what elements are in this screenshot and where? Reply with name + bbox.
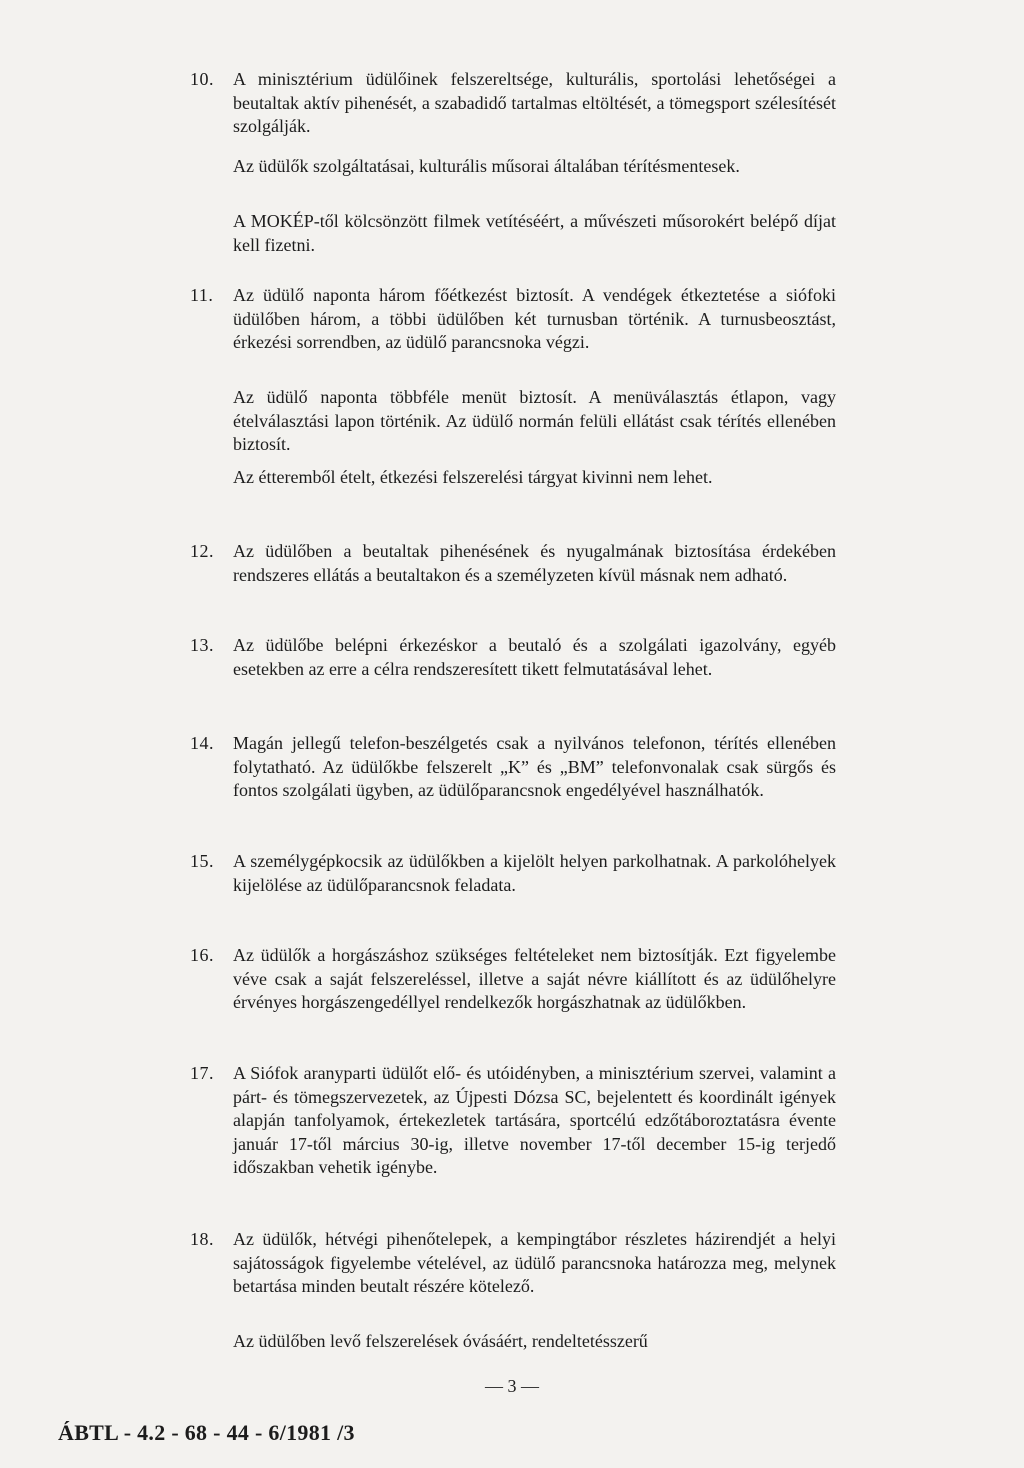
paragraph: A minisztérium üdülőinek felszereltsége, kulturális, sportolási lehetőségei a beutaltak aktív pihenését, a szabadidő tartalmas eltöltését, a tömegsport szélesítését szolgálják.	[233, 69, 836, 136]
paragraph: A MOKÉP-től kölcsönzött filmek vetítéséért, a művészeti műsorokért belépő díjat kell fizetni.	[233, 211, 836, 255]
section-number: 14.	[190, 733, 214, 753]
paragraph: A Siófok aranyparti üdülőt elő- és utóidényben, a minisztérium szervei, valamint a párt- és tömegszervezetek, az Újpesti Dózsa SC, bejelentett és koordinált igények alapján tanfolyamok, értekezletek tartására, sportcélú edzőtáboroztatásra évente január 17-től március 30-ig, illetve november 17-től december 15-ig terjedő időszakban vehetik igénybe.	[233, 1063, 836, 1177]
paragraph: A személygépkocsik az üdülőkben a kijelölt helyen parkolhatnak. A parkolóhelyek kijelölése az üdülőparancsnok feladata.	[233, 851, 836, 895]
section-number: 18.	[190, 1229, 214, 1249]
paragraph: Az üdülők a horgászáshoz szükséges feltételeket nem biztosítják. Ezt figyelembe véve csak a saját felszereléssel, illetve a saját névre kiállított és az üdülőhelyre érvényes horgászengedéllyel rendelkezők horgászhatnak az üdülőkben.	[233, 945, 836, 1012]
archive-reference: ÁBTL - 4.2 - 68 - 44 - 6/1981 /3	[58, 1420, 355, 1445]
section-number: 17.	[190, 1063, 214, 1083]
section-number: 16.	[190, 945, 214, 965]
paragraph: Az üdülők szolgáltatásai, kulturális műsorai általában térítésmentesek.	[233, 156, 740, 176]
paragraph: Az üdülő naponta többféle menüt biztosít. A menüválasztás étlapon, vagy ételválasztási lapon történik. Az üdülő normán felüli ellátást csak térítés ellenében biztosít.	[233, 387, 836, 454]
paragraph: Az üdülők, hétvégi pihenőtelepek, a kempingtábor részletes házirendjét a helyi sajátosságok figyelembe vételével, az üdülő parancsnoka határozza meg, melynek betartása minden beutalt részére kötelező.	[233, 1229, 836, 1296]
paragraph: Magán jellegű telefon-beszélgetés csak a nyilvános telefonon, térítés ellenében folytatható. Az üdülőkbe felszerelt „K” és „BM” telefonvonalak csak sürgős és fontos szolgálati ügyben, az üdülőparancsnok engedélyével használhatók.	[233, 733, 836, 800]
paragraph: Az üdülőben a beutaltak pihenésének és nyugalmának biztosítása érdekében rendszeres ellátás a beutaltakon és a személyzeten kívül másnak nem adható.	[233, 541, 836, 585]
section-number: 13.	[190, 635, 214, 655]
paragraph: Az üdülőben levő felszerelések óvásáért, rendeltetésszerű	[233, 1331, 648, 1351]
section-number: 12.	[190, 541, 214, 561]
paragraph: Az üdülőbe belépni érkezéskor a beutaló és a szolgálati igazolvány, egyéb esetekben az erre a célra rendszeresített tikett felmutatásával lehet.	[233, 635, 836, 679]
section-number: 10.	[190, 69, 214, 89]
page-number: — 3 —	[485, 1376, 539, 1396]
section-number: 15.	[190, 851, 214, 871]
paragraph: Az üdülő naponta három főétkezést biztosít. A vendégek étkeztetése a siófoki üdülőben három, a többi üdülőben két turnusban történik. A turnusbeosztást, érkezési sorrendben, az üdülő parancsnoka végzi.	[233, 285, 836, 352]
section-number: 11.	[190, 285, 214, 305]
paragraph: Az étteremből ételt, étkezési felszerelési tárgyat kivinni nem lehet.	[233, 467, 713, 487]
